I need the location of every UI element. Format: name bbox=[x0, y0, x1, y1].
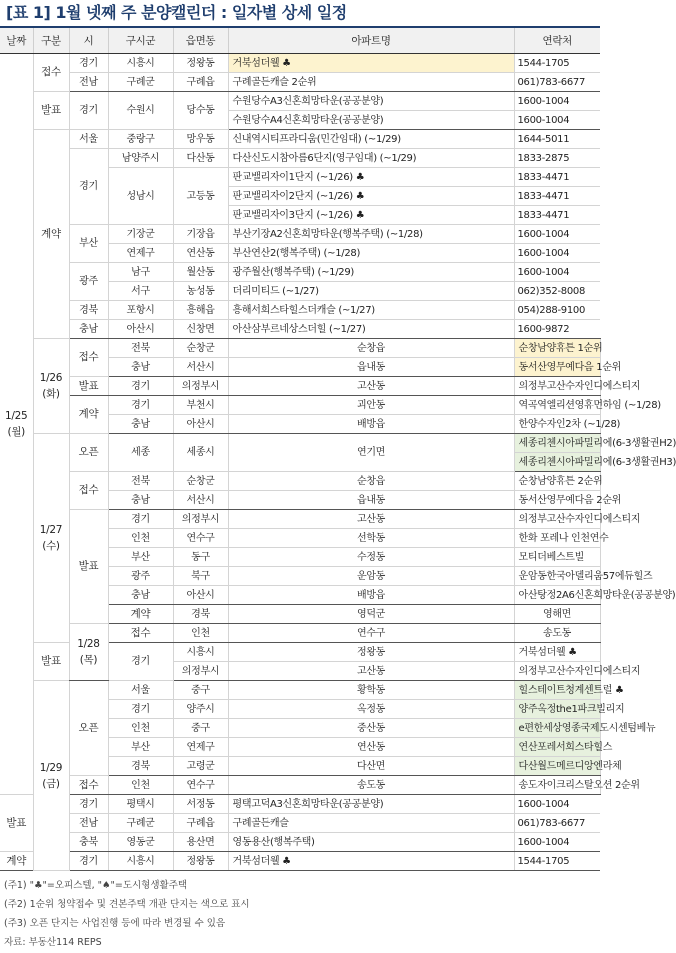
district-cell: 연수구 bbox=[173, 529, 228, 548]
city-cell: 경기 bbox=[108, 700, 173, 719]
apartment-cell: 수원당수A3신혼희망타운(공공분양) bbox=[228, 92, 514, 111]
category-cell: 접수 bbox=[69, 472, 108, 510]
header-town: 읍면동 bbox=[173, 28, 228, 54]
district-cell: 연수구 bbox=[173, 776, 228, 795]
footnote-2: (주2) 1순위 청약접수 및 견본주택 개관 단지는 색으로 표시 bbox=[4, 899, 250, 910]
city-cell: 전북 bbox=[108, 472, 173, 491]
table-header-row bbox=[0, 28, 600, 54]
apartment-cell: 영동용산(행복주택) bbox=[228, 833, 514, 852]
contact-cell: 1833-4471 bbox=[514, 168, 600, 187]
district-cell: 구례군 bbox=[108, 73, 173, 92]
apartment-cell: 의정부고산수자인디에스티지 bbox=[514, 662, 600, 681]
town-cell: 배방읍 bbox=[228, 415, 514, 434]
town-cell: 정왕동 bbox=[228, 643, 514, 662]
apartment-cell: 운암동한국아델리움57에듀힐즈 bbox=[514, 567, 600, 586]
district-cell: 연수구 bbox=[228, 624, 514, 643]
apartment-cell: 의정부고산수자인디에스티지 bbox=[514, 377, 600, 396]
table-row bbox=[0, 472, 600, 491]
district-cell: 성남시 bbox=[108, 168, 173, 225]
town-cell: 망우동 bbox=[173, 130, 228, 149]
town-cell: 구례읍 bbox=[173, 814, 228, 833]
contact-cell: 062)352-8008 bbox=[514, 282, 600, 301]
town-cell: 기장읍 bbox=[173, 225, 228, 244]
apartment-cell: 아산탕정2A6신혼희망타운(공공분양) bbox=[514, 586, 600, 605]
city-cell: 서울 bbox=[69, 130, 108, 149]
town-cell: 월산동 bbox=[173, 263, 228, 282]
date-cell: 1/28 (목) bbox=[69, 624, 108, 681]
city-cell: 경기 bbox=[108, 510, 173, 529]
contact-cell: 1600-1004 bbox=[514, 111, 600, 130]
apartment-cell: 양주옥정the1파크빌리지 bbox=[514, 700, 600, 719]
apartment-cell: 의정부고산수자인디에스티지 bbox=[514, 510, 600, 529]
town-cell: 괴안동 bbox=[228, 396, 514, 415]
apartment-cell: 부산연산2(행복주택) (~1/28) bbox=[228, 244, 514, 263]
city-cell: 경기 bbox=[69, 149, 108, 225]
town-cell: 송도동 bbox=[228, 776, 514, 795]
district-cell: 의정부시 bbox=[173, 510, 228, 529]
district-cell: 기장군 bbox=[108, 225, 173, 244]
town-cell: 순창읍 bbox=[228, 339, 514, 358]
district-cell: 서산시 bbox=[173, 358, 228, 377]
source-note: 자료: 부동산114 REPS bbox=[4, 937, 102, 948]
district-cell: 의정부시 bbox=[173, 377, 228, 396]
table-row bbox=[0, 681, 600, 700]
table-row bbox=[0, 795, 600, 814]
town-cell: 연기면 bbox=[228, 434, 514, 472]
district-cell: 고령군 bbox=[173, 757, 228, 776]
city-cell: 경북 bbox=[69, 301, 108, 320]
contact-cell: 054)288-9100 bbox=[514, 301, 600, 320]
contact-cell: 1833-4471 bbox=[514, 206, 600, 225]
town-cell: 순창읍 bbox=[228, 472, 514, 491]
table-body bbox=[0, 54, 676, 871]
town-cell: 옥정동 bbox=[228, 700, 514, 719]
town-cell: 고산동 bbox=[228, 377, 514, 396]
city-cell: 서울 bbox=[108, 681, 173, 700]
town-cell: 정왕동 bbox=[173, 54, 228, 73]
header-date: 날짜 bbox=[0, 28, 33, 54]
table-row bbox=[0, 130, 600, 149]
contact-cell: 1600-1004 bbox=[514, 92, 600, 111]
town-cell: 고등동 bbox=[173, 168, 228, 225]
contact-cell: 1833-4471 bbox=[514, 187, 600, 206]
table-row bbox=[0, 54, 600, 73]
district-cell: 수원시 bbox=[108, 92, 173, 130]
footnotes bbox=[4, 876, 250, 952]
district-cell: 아산시 bbox=[173, 415, 228, 434]
apartment-cell: 평택고덕A3신혼희망타운(공공분양) bbox=[228, 795, 514, 814]
district-cell: 세종시 bbox=[173, 434, 228, 472]
category-cell: 발표 bbox=[69, 377, 108, 396]
apartment-cell: 구례골든캐슬 2순위 bbox=[228, 73, 514, 92]
town-cell: 운암동 bbox=[228, 567, 514, 586]
city-cell: 광주 bbox=[69, 263, 108, 301]
apartment-cell: 동서산영무예다음 1순위 bbox=[514, 358, 600, 377]
town-cell: 구례읍 bbox=[173, 73, 228, 92]
contact-cell: 1833-2875 bbox=[514, 149, 600, 168]
city-cell: 인천 bbox=[108, 776, 173, 795]
district-cell: 구례군 bbox=[108, 814, 173, 833]
city-cell: 경기 bbox=[69, 92, 108, 130]
city-cell: 인천 bbox=[108, 529, 173, 548]
town-cell: 고산동 bbox=[228, 510, 514, 529]
district-cell: 순창군 bbox=[173, 472, 228, 491]
footnote-3: (주3) 오픈 단지는 사업진행 등에 따라 변경될 수 있음 bbox=[4, 918, 226, 929]
apartment-cell: 힐스테이트청계센트럴 ♣ bbox=[514, 681, 600, 700]
header-apartment: 아파트명 bbox=[228, 28, 514, 54]
city-cell: 충북 bbox=[69, 833, 108, 852]
city-cell: 경기 bbox=[69, 54, 108, 73]
footnote-1: (주1) "♣"=오피스텔, "♠"=도시형생활주택 bbox=[4, 880, 188, 891]
contact-cell: 1600-9872 bbox=[514, 320, 600, 339]
district-cell: 연제구 bbox=[108, 244, 173, 263]
town-cell: 읍내동 bbox=[228, 358, 514, 377]
apartment-cell: 다산월드메르디앙엔라체 bbox=[514, 757, 600, 776]
town-cell: 다산동 bbox=[173, 149, 228, 168]
category-cell: 접수 bbox=[33, 54, 69, 92]
table-row bbox=[0, 624, 600, 643]
city-cell: 세종 bbox=[108, 434, 173, 472]
category-cell: 계약 bbox=[0, 852, 33, 871]
apartment-cell: 판교밸리자이3단지 (~1/26) ♣ bbox=[228, 206, 514, 225]
district-cell: 평택시 bbox=[108, 795, 173, 814]
town-cell: 중산동 bbox=[228, 719, 514, 738]
apartment-cell: 아산삼부르네상스더힐 (~1/27) bbox=[228, 320, 514, 339]
town-cell: 농성동 bbox=[173, 282, 228, 301]
apartment-cell: 세종리첸시아파밀리에(6-3생활권H3) bbox=[514, 453, 600, 472]
apartment-cell: 순창남양휴튼 1순위 bbox=[514, 339, 600, 358]
city-cell: 충남 bbox=[108, 586, 173, 605]
table-row bbox=[0, 92, 600, 111]
district-cell: 양주시 bbox=[173, 700, 228, 719]
contact-cell: 1600-1004 bbox=[514, 833, 600, 852]
district-cell: 연제구 bbox=[173, 738, 228, 757]
apartment-cell: 부산기장A2신혼희망타운(행복주택) (~1/28) bbox=[228, 225, 514, 244]
city-cell: 경기 bbox=[108, 377, 173, 396]
city-cell: 부산 bbox=[108, 548, 173, 567]
apartment-cell: 다산신도시참아름6단지(영구임대) (~1/29) bbox=[228, 149, 514, 168]
table-row bbox=[0, 434, 600, 453]
city-cell: 충남 bbox=[108, 415, 173, 434]
town-cell: 영해면 bbox=[514, 605, 600, 624]
town-cell: 신창면 bbox=[173, 320, 228, 339]
apartment-cell: 거북섬더웰 ♣ bbox=[228, 852, 514, 871]
district-cell: 중랑구 bbox=[108, 130, 173, 149]
apartment-cell: 역곡역엘리션영휴먼하임 (~1/28) bbox=[514, 396, 600, 415]
city-cell: 경북 bbox=[108, 757, 173, 776]
apartment-cell: 한양수자인2차 (~1/28) bbox=[514, 415, 600, 434]
header-district: 구시군 bbox=[108, 28, 173, 54]
table-row bbox=[0, 320, 600, 339]
apartment-cell: 한화 포레나 인천연수 bbox=[514, 529, 600, 548]
district-cell: 남구 bbox=[108, 263, 173, 282]
city-cell: 인천 bbox=[173, 624, 228, 643]
district-cell: 의정부시 bbox=[173, 662, 228, 681]
apartment-cell: 거북섬더웰 ♣ bbox=[514, 643, 600, 662]
city-cell: 부산 bbox=[108, 738, 173, 757]
town-cell: 다산면 bbox=[228, 757, 514, 776]
district-cell: 서산시 bbox=[173, 491, 228, 510]
header-contact: 연락처 bbox=[514, 28, 600, 54]
category-cell: 발표 bbox=[33, 92, 69, 130]
category-cell: 접수 bbox=[108, 624, 173, 643]
city-cell: 인천 bbox=[108, 719, 173, 738]
table-row bbox=[0, 149, 600, 168]
category-cell: 발표 bbox=[33, 643, 69, 681]
table-row bbox=[0, 776, 600, 795]
contact-cell: 061)783-6677 bbox=[514, 73, 600, 92]
contact-cell: 061)783-6677 bbox=[514, 814, 600, 833]
date-cell: 1/27 (수) bbox=[33, 434, 69, 643]
town-cell: 고산동 bbox=[228, 662, 514, 681]
table-row bbox=[0, 852, 600, 871]
apartment-cell: 모티더베스트빌 bbox=[514, 548, 600, 567]
apartment-cell: 수원당수A4신혼희망타운(공공분양) bbox=[228, 111, 514, 130]
city-cell: 경북 bbox=[173, 605, 228, 624]
contact-cell: 1600-1004 bbox=[514, 795, 600, 814]
town-cell: 황학동 bbox=[228, 681, 514, 700]
table-row bbox=[0, 263, 600, 282]
apartment-cell: 세종리첸시아파밀리에(6-3생활권H2) bbox=[514, 434, 600, 453]
district-cell: 중구 bbox=[173, 681, 228, 700]
category-cell: 발표 bbox=[0, 795, 33, 852]
apartment-cell: 순창남양휴튼 2순위 bbox=[514, 472, 600, 491]
apartment-cell: 송도자이크리스탈오션 2순위 bbox=[514, 776, 600, 795]
table-row bbox=[0, 301, 600, 320]
district-cell: 시흥시 bbox=[108, 852, 173, 871]
town-cell: 배방읍 bbox=[228, 586, 514, 605]
table-row bbox=[0, 225, 600, 244]
apartment-cell: 거북섬더웰 ♣ bbox=[228, 54, 514, 73]
district-cell: 동구 bbox=[173, 548, 228, 567]
header-category: 구분 bbox=[33, 28, 69, 54]
city-cell: 충남 bbox=[69, 320, 108, 339]
district-cell: 서구 bbox=[108, 282, 173, 301]
date-cell: 1/25 (월) bbox=[0, 54, 33, 795]
town-cell: 정왕동 bbox=[173, 852, 228, 871]
district-cell: 시흥시 bbox=[173, 643, 228, 662]
city-cell: 전북 bbox=[108, 339, 173, 358]
table-row bbox=[0, 814, 600, 833]
category-cell: 접수 bbox=[69, 776, 108, 795]
contact-cell: 1644-5011 bbox=[514, 130, 600, 149]
district-cell: 순창군 bbox=[173, 339, 228, 358]
town-cell: 당수동 bbox=[173, 92, 228, 130]
apartment-cell: 판교밸리자이2단지 (~1/26) ♣ bbox=[228, 187, 514, 206]
apartment-cell: 구례골든캐슬 bbox=[228, 814, 514, 833]
contact-cell: 1600-1004 bbox=[514, 244, 600, 263]
contact-cell: 1544-1705 bbox=[514, 54, 600, 73]
apartment-cell: 신내역시티프라디움(민간임대) (~1/29) bbox=[228, 130, 514, 149]
page-title: [표 1] 1월 넷째 주 분양캘린더 : 일자별 상세 일정 bbox=[6, 3, 347, 22]
town-cell: 흥해읍 bbox=[173, 301, 228, 320]
district-cell: 영덕군 bbox=[228, 605, 514, 624]
district-cell: 영동군 bbox=[108, 833, 173, 852]
city-cell: 전남 bbox=[69, 814, 108, 833]
city-cell: 충남 bbox=[108, 491, 173, 510]
city-cell: 전남 bbox=[69, 73, 108, 92]
town-cell: 연산동 bbox=[228, 738, 514, 757]
apartment-cell: 흥해서희스타힐스더캐슬 (~1/27) bbox=[228, 301, 514, 320]
table-row bbox=[0, 73, 600, 92]
table-row bbox=[0, 833, 600, 852]
category-cell: 오픈 bbox=[69, 434, 108, 472]
town-cell: 선학동 bbox=[228, 529, 514, 548]
table-row bbox=[0, 339, 600, 358]
category-cell: 오픈 bbox=[69, 681, 108, 776]
town-cell: 읍내동 bbox=[228, 491, 514, 510]
header-city: 시 bbox=[69, 28, 108, 54]
date-cell: 1/29 (금) bbox=[33, 681, 69, 871]
apartment-cell: 동서산영무예다음 2순위 bbox=[514, 491, 600, 510]
table-row bbox=[0, 396, 600, 415]
apartment-cell: 광주월산(행복주택) (~1/29) bbox=[228, 263, 514, 282]
apartment-cell: 판교밸리자이1단지 (~1/26) ♣ bbox=[228, 168, 514, 187]
city-cell: 경기 bbox=[69, 852, 108, 871]
district-cell: 시흥시 bbox=[108, 54, 173, 73]
district-cell: 북구 bbox=[173, 567, 228, 586]
town-cell: 연산동 bbox=[173, 244, 228, 263]
district-cell: 아산시 bbox=[108, 320, 173, 339]
district-cell: 포항시 bbox=[108, 301, 173, 320]
city-cell: 부산 bbox=[69, 225, 108, 263]
city-cell: 충남 bbox=[108, 358, 173, 377]
category-cell: 계약 bbox=[108, 605, 173, 624]
city-cell: 경기 bbox=[108, 643, 173, 681]
category-cell: 계약 bbox=[69, 396, 108, 434]
contact-cell: 1600-1004 bbox=[514, 263, 600, 282]
district-cell: 중구 bbox=[173, 719, 228, 738]
apartment-cell: 연산포레서희스타힐스 bbox=[514, 738, 600, 757]
district-cell: 아산시 bbox=[173, 586, 228, 605]
table-row bbox=[0, 377, 600, 396]
schedule-table bbox=[0, 28, 676, 871]
contact-cell: 1544-1705 bbox=[514, 852, 600, 871]
category-cell: 발표 bbox=[69, 510, 108, 624]
apartment-cell: e편한세상영종국제도시센텀베뉴 bbox=[514, 719, 600, 738]
apartment-cell: 더리미티드 (~1/27) bbox=[228, 282, 514, 301]
district-cell: 남양주시 bbox=[108, 149, 173, 168]
category-cell: 계약 bbox=[33, 130, 69, 339]
city-cell: 경기 bbox=[69, 795, 108, 814]
category-cell: 접수 bbox=[69, 339, 108, 377]
district-cell: 부천시 bbox=[173, 396, 228, 415]
town-cell: 수정동 bbox=[228, 548, 514, 567]
town-cell: 서정동 bbox=[173, 795, 228, 814]
city-cell: 광주 bbox=[108, 567, 173, 586]
contact-cell: 1600-1004 bbox=[514, 225, 600, 244]
city-cell: 경기 bbox=[108, 396, 173, 415]
town-cell: 송도동 bbox=[514, 624, 600, 643]
date-cell: 1/26 (화) bbox=[33, 339, 69, 434]
town-cell: 용산면 bbox=[173, 833, 228, 852]
table-row bbox=[0, 510, 600, 529]
